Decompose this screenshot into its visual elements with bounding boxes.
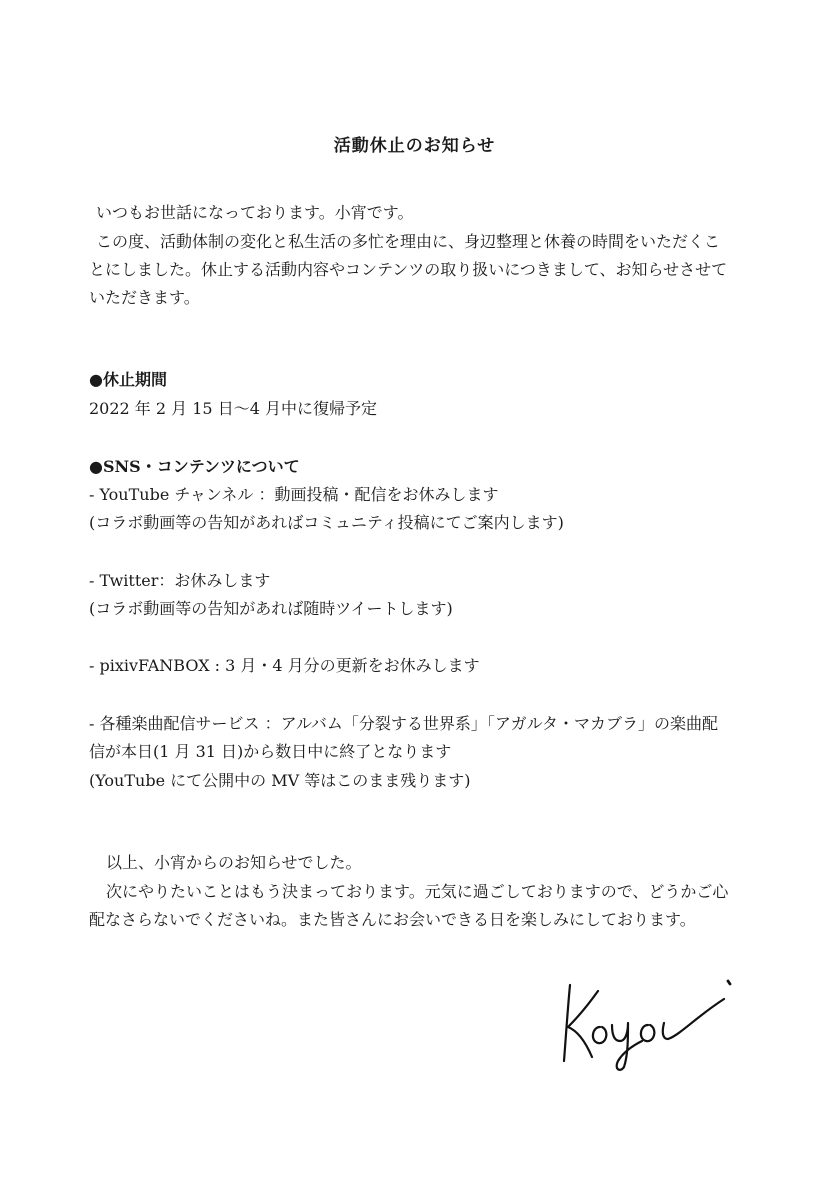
intro-greeting: いつもお世話になっております。小宵です。	[96, 203, 414, 222]
music-item-line-1: - 各種楽曲配信サービス ：アルバム「分裂する世界系」「アガルタ・マカブラ」の楽曲配	[89, 714, 719, 733]
closing-line-3: 配なさらないでくださいね。また皆さんにお会いできる日を楽しみにしております。	[89, 910, 696, 929]
closing-line-1: 以上、小宵からのお知らせでした。	[106, 853, 362, 872]
youtube-item: - YouTube チャンネル ：動画投稿・配信をお休みします	[89, 485, 499, 504]
intro-body-line-1: この度、活動体制の変化と私生活の多忙を理由に、身辺整理と休養の時間をいただくこ	[96, 232, 721, 251]
hiatus-period: 2022 年 2 月 15 日〜4 月中に復帰予定	[89, 399, 377, 418]
intro-body-line-2: とにしました。休止する活動内容やコンテンツの取り扱いにつきまして、お知らせさせて	[89, 260, 728, 279]
fanbox-item: - pixivFANBOX : 3 月・4 月分の更新をお休みします	[89, 656, 480, 675]
hiatus-heading: ●休止期間	[89, 370, 167, 389]
music-note: (YouTube にて公開中の MV 等はこのまま残ります)	[89, 771, 471, 790]
handwritten-signature	[548, 965, 738, 1075]
twitter-note: (コラボ動画等の告知があれば随時ツイートします)	[89, 599, 453, 618]
twitter-item: - Twitter：お休みします	[89, 571, 271, 590]
intro-body-line-3: いただきます。	[89, 288, 200, 307]
closing-line-2: 次にやりたいことはもう決まっております。元気に過ごしておりますので、どうかご心	[106, 882, 729, 901]
youtube-note: (コラボ動画等の告知があればコミュニティ投稿にてご案内します)	[89, 513, 564, 532]
music-item-line-2: 信が本日(1 月 31 日)から数日中に終了となります	[89, 742, 452, 761]
sns-heading: ●SNS・コンテンツについて	[89, 457, 300, 476]
document-title: 活動休止のお知らせ	[333, 136, 496, 156]
